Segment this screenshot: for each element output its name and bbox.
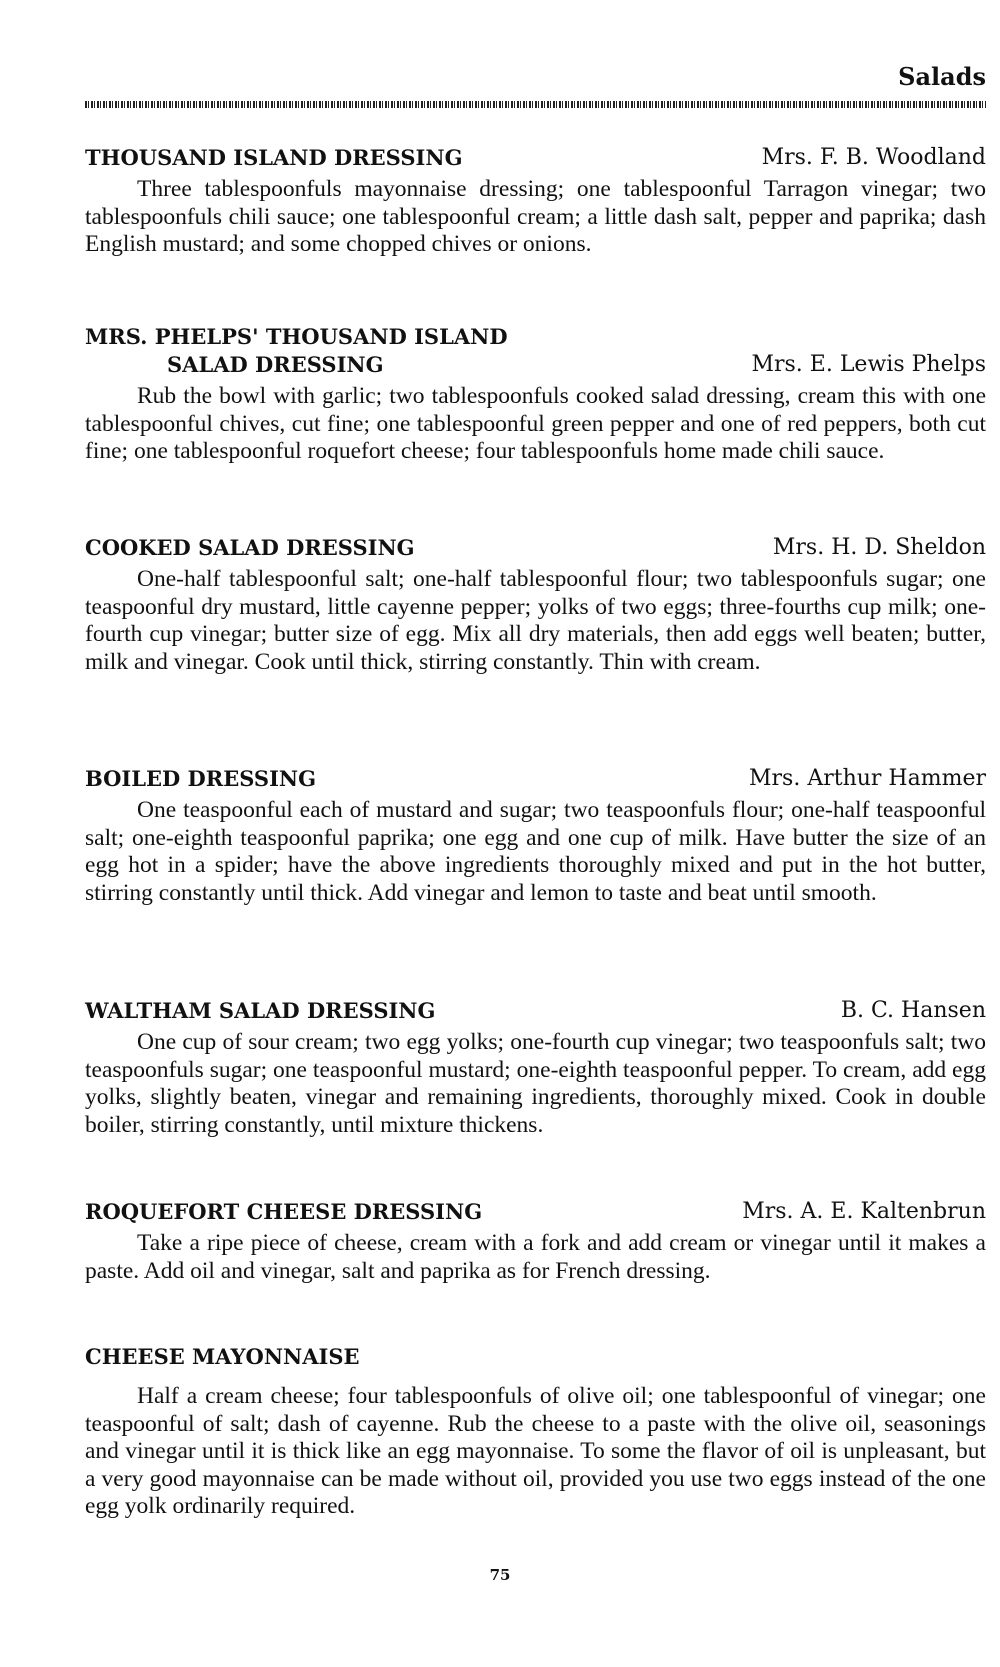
recipe-body: Take a ripe piece of cheese, cream with a fork and add cream or vinegar until it makes a paste. Add oil and vinegar, salt and paprika as for French dressing. — [85, 1230, 986, 1284]
recipe-body: Three tablespoonfuls mayonnaise dressing; one tablespoonful Tarragon vinegar; two tablespoonfuls chili sauce; one tablespoonful cream; a little dash salt, pepper and paprika; dash English mustard; and some chopped chives or onions. — [85, 176, 986, 257]
recipe-author: Mrs. F. B. Woodland — [761, 145, 986, 170]
recipe-title: THOUSAND ISLAND DRESSING — [85, 145, 463, 170]
recipe-author: Mrs. H. D. Sheldon — [772, 535, 986, 560]
recipe-author: Mrs. Arthur Hammer — [749, 766, 986, 791]
recipe-author: Mrs. A. E. Kaltenbrun — [742, 1199, 986, 1224]
recipe — [85, 1198, 986, 1285]
recipe-body: One cup of sour cream; two egg yolks; one-fourth cup vinegar; two teaspoonfuls salt; two teaspoonfuls sugar; one teaspoonful mustard; one-eighth teaspoonful pepper. To cream, add egg yolks, slightly beaten, vinegar and remaining ingredients, thoroughly mixed. Cook in double boiler, stirring constantly, until mixture thickens. — [85, 1029, 986, 1138]
recipe-title-line2: SALAD DRESSING — [167, 352, 384, 377]
recipe — [85, 323, 986, 466]
recipe-title: CHEESE MAYONNAISE — [85, 1344, 360, 1369]
section-header: Salads — [898, 62, 986, 91]
recipe-title: MRS. PHELPS' THOUSAND ISLAND — [85, 324, 508, 349]
decorative-rule — [85, 101, 986, 108]
recipe — [85, 144, 986, 259]
recipe-body: One-half tablespoonful salt; one-half tablespoonful flour; two tablespoonfuls sugar; one teaspoonful dry mustard, little cayenne pepper; yolks of two eggs; three-fourths cup milk; one-fourth cup vinegar; butter size of egg. Mix all dry materials, then add eggs well beaten; butter, milk and vinegar. Cook until thick, stirring constantly. Thin with cream. — [85, 566, 986, 675]
recipe-author: Mrs. E. Lewis Phelps — [751, 352, 986, 377]
recipe — [85, 765, 986, 907]
recipe-author: B. C. Hansen — [840, 998, 986, 1023]
recipe — [85, 534, 986, 676]
recipe-title: BOILED DRESSING — [85, 766, 317, 791]
recipe-body: Rub the bowl with garlic; two tablespoonfuls cooked salad dressing, cream this with one tablespoonful chives, cut fine; one tablespoonful green pepper and one of red peppers, both cut fine; one tablespoonful roquefort cheese; four tablespoonfuls home made chili sauce. — [85, 383, 986, 464]
recipe-title: COOKED SALAD DRESSING — [85, 535, 415, 560]
recipe-body: One teaspoonful each of mustard and sugar; two teaspoonfuls flour; one-half teaspoonful salt; one-eighth teaspoonful paprika; one egg and one cup of milk. Have butter the size of an egg hot in a spider; have the above ingredients thoroughly mixed and put in the hot butter, stirring constantly until thick. Add vinegar and lemon to taste and beat until smooth. — [85, 797, 986, 906]
recipe — [85, 997, 986, 1139]
recipe-title: ROQUEFORT CHEESE DRESSING — [85, 1199, 483, 1224]
recipe-body: Half a cream cheese; four tablespoonfuls of olive oil; one tablespoonful of vinegar; one teaspoonful of salt; dash of cayenne. Rub the cheese to a paste with the olive oil, seasonings and vinegar until it is thick like an egg mayonnaise. To some the flavor of oil is unpleasant, but a very good mayonnaise can be made without oil, provided you use two eggs instead of the one egg yolk ordinarily required. — [85, 1383, 986, 1519]
recipe — [85, 1343, 986, 1521]
page-number: 75 — [489, 1566, 511, 1584]
recipe-title: WALTHAM SALAD DRESSING — [85, 998, 436, 1023]
